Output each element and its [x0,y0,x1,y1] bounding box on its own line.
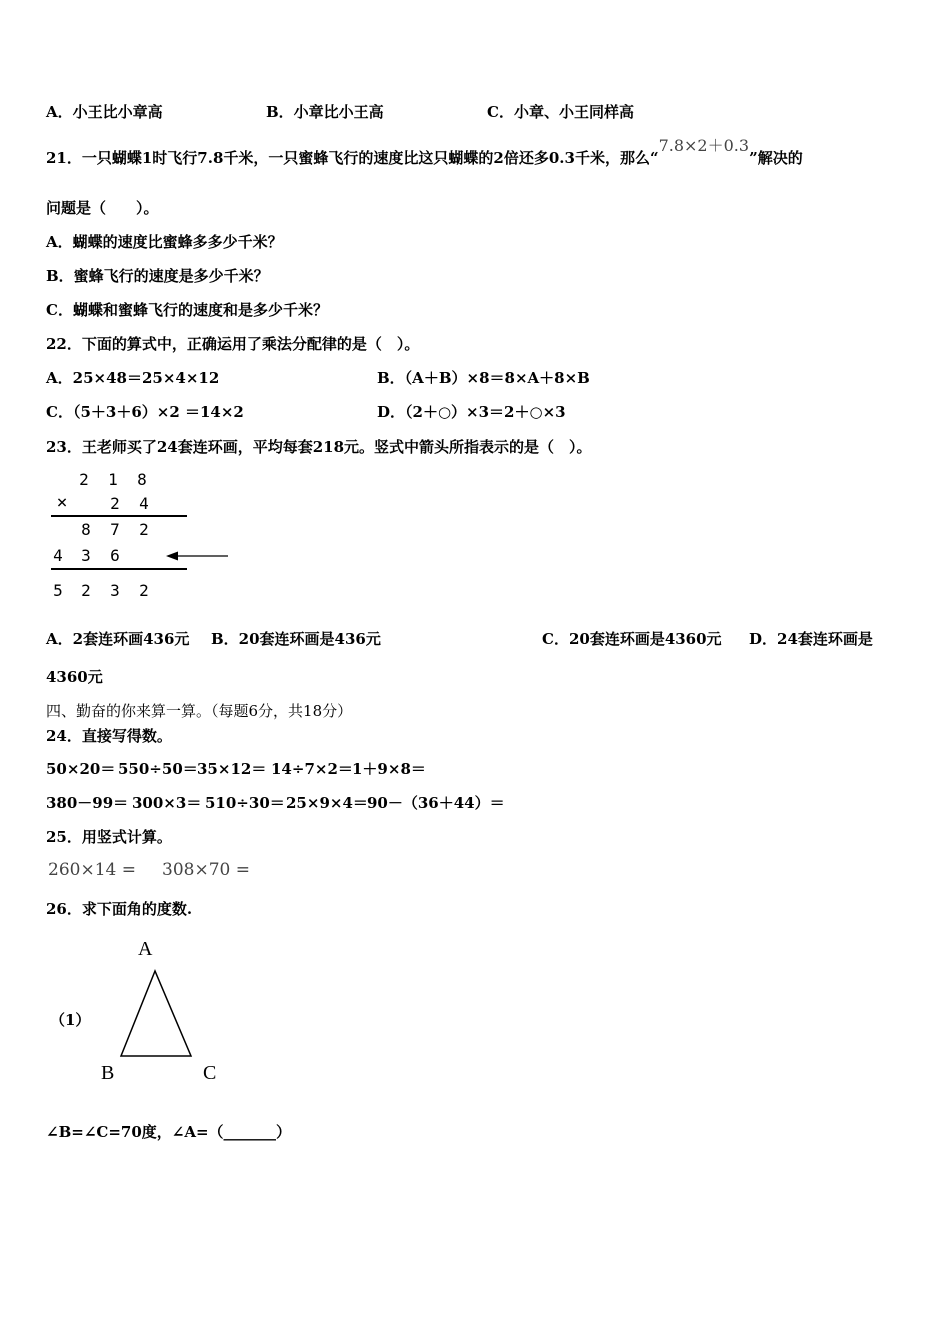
q23-option-d: D．24套连环画是 [749,630,873,648]
q25-expr: 260×14 = [48,860,136,880]
q26-stem: 26．求下面角的度数. [46,900,193,918]
triangle-figure [115,965,200,1060]
q25-stem: 25．用竖式计算。 [46,828,172,846]
digit: 8 [137,470,147,489]
divider-line [51,568,187,570]
divider-line [51,515,187,517]
q24-expr: 300×3＝ [132,794,202,812]
section-heading: 四、勤奋的你来算一算。（每题6分，共18分） [46,702,353,720]
digit: 6 [110,546,120,565]
q23-option-d-cont: 4360元 [46,668,103,686]
times-sign: × [56,492,68,513]
q21-stem [46,136,803,168]
q21-text-before: 21．一只蝴蝶1时飞行7.8千米，一只蜜蜂飞行的速度比这只蝴蝶的2倍还多0.3千米，那么“ [46,149,659,167]
q21-option-c: C．蝴蝶和蜜蜂飞行的速度和是多少千米？ [46,301,328,319]
q22-option-b: B．（A＋B）×8＝8×A＋8×B [377,369,590,387]
q20-option-a: A．小王比小章高 [46,103,163,121]
vertex-label-b: B [101,1062,115,1084]
digit: 2 [139,581,149,600]
q23-option-b: B．20套连环画是436元 [211,630,381,648]
digit: 4 [53,546,63,565]
digit: 8 [81,520,91,539]
q24-expr: 380－99＝ [46,794,129,812]
q22-option-d: D．（2＋○）×3＝2＋○×3 [377,403,566,421]
digit: 5 [53,581,63,600]
q21-option-a: A．蝴蝶的速度比蜜蜂多多少千米？ [46,233,283,251]
digit: 3 [81,546,91,565]
digit: 3 [110,581,120,600]
q22-option-a: A．25×48＝25×4×12 [46,369,220,387]
digit: 2 [79,470,89,489]
q22-stem: 22．下面的算式中，正确运用了乘法分配律的是（ ）。 [46,335,420,353]
digit: 2 [110,494,120,513]
digit: 2 [139,520,149,539]
q24-expr: 90－（36＋44）＝ [367,794,505,812]
q24-expr: 50×20＝ [46,760,116,778]
q21-option-b: B．蜜蜂飞行的速度是多少千米？ [46,267,269,285]
q24-expr: 510÷30＝ [205,794,285,812]
q24-expr: 35×12＝ [197,760,267,778]
q22-option-c: C．（5＋3＋6）×2 ＝14×2 [46,403,244,421]
q25-expr: 308×70 = [162,860,250,880]
q20-option-c: C．小章、小王同样高 [487,103,634,121]
q20-option-b: B．小章比小王高 [266,103,384,121]
q21-text-after: ”解决的 [749,149,803,167]
q26-part-label: （1） [50,1011,91,1029]
vertex-label-c: C [203,1062,217,1084]
q23-option-a: A．2套连环画436元 [46,630,190,648]
q24-expr: 25×9×4＝ [286,794,368,812]
vertex-label-a: A [138,938,153,960]
q21-formula: 7.8×2＋0.3 [658,136,750,155]
digit: 4 [139,494,149,513]
q24-stem: 24．直接写得数。 [46,727,172,745]
digit: 1 [108,470,118,489]
digit: 7 [110,520,120,539]
q24-expr: 550÷50＝ [118,760,198,778]
digit: 2 [81,581,91,600]
q23-stem: 23．王老师买了24套连环画，平均每套218元。竖式中箭头所指表示的是（ ）。 [46,438,592,456]
q21-stem-line2: 问题是（ ）。 [46,199,159,217]
q24-expr: 1＋9×8＝ [352,760,426,778]
q26-answer-line: ∠B=∠C=70度，∠A=（_______） [46,1123,292,1141]
q23-option-c: C．20套连环画是4360元 [542,630,722,648]
q24-expr: 14÷7×2＝ [271,760,353,778]
arrow-left-icon [162,546,232,566]
